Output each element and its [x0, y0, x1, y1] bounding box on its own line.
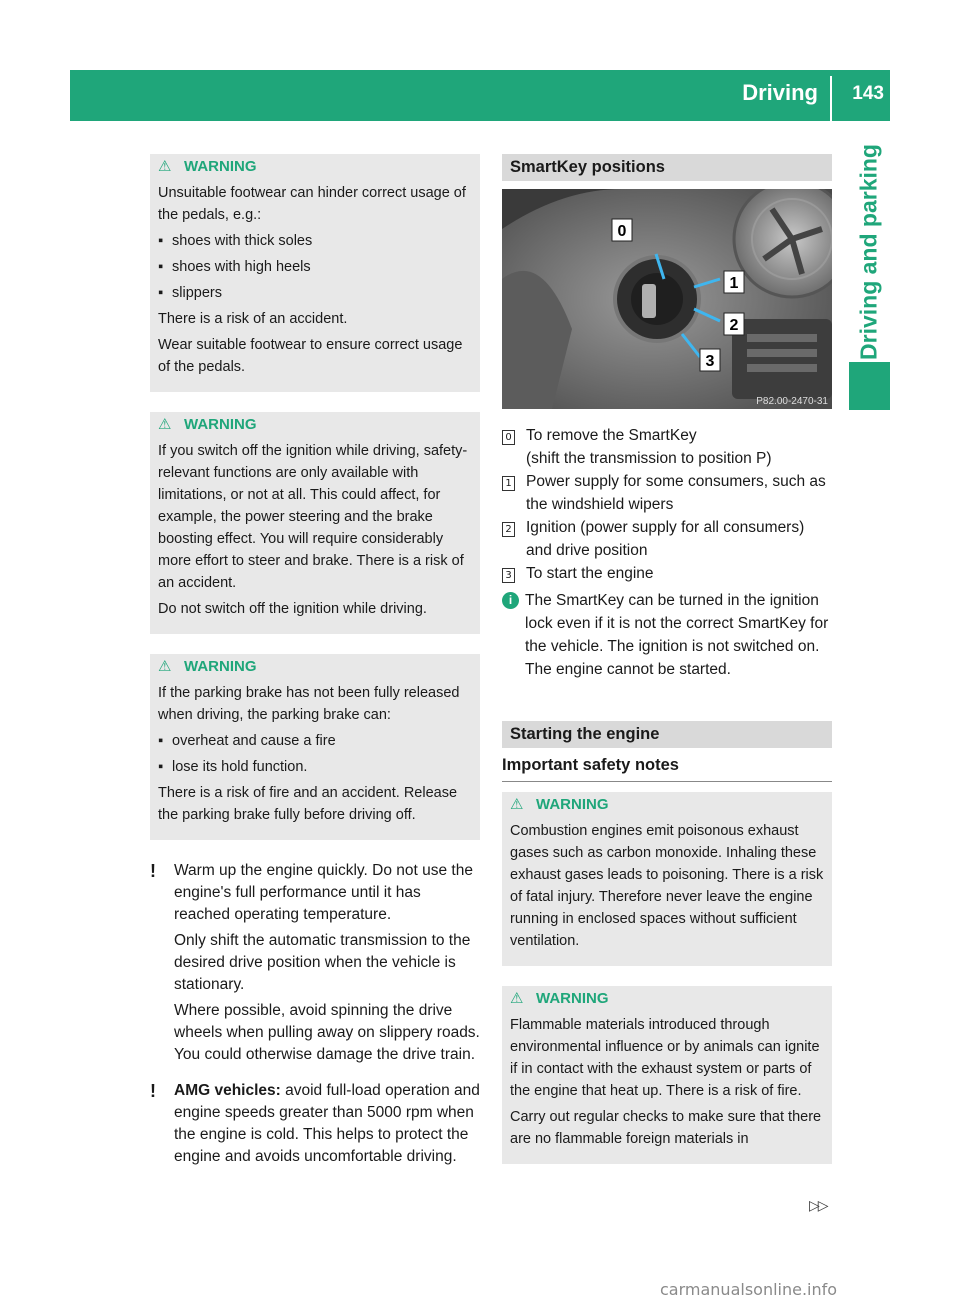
- section-heading-starting: Starting the engine: [502, 721, 832, 748]
- warning-heading: ⚠ WARNING: [158, 414, 472, 436]
- photo-label-2: 2: [729, 317, 739, 334]
- warning-heading: ⚠ WARNING: [510, 988, 824, 1010]
- position-item-2: 2 Ignition (power supply for all consumers) and drive position: [502, 516, 832, 562]
- exclamation-icon: !: [150, 861, 156, 881]
- note-text: Warm up the engine quickly. Do not use the engine's full performance until it has reached operating temperature.: [174, 862, 473, 923]
- info-note: [502, 589, 832, 681]
- warning-text: If the parking brake has not been fully released when driving, the parking brake can:: [158, 685, 460, 723]
- list-item: ▪ shoes with thick soles: [158, 230, 472, 252]
- warning-box-footwear: [150, 154, 480, 392]
- bullet-icon: ▪: [158, 759, 164, 775]
- list-item: ▪ lose its hold function.: [158, 756, 472, 778]
- photo-label-0: 0: [617, 223, 627, 240]
- side-tab: [848, 122, 890, 362]
- side-tab-label: Driving and parking: [855, 144, 882, 360]
- warning-triangle-icon: ⚠: [158, 658, 172, 675]
- warning-triangle-icon: ⚠: [158, 416, 172, 433]
- warning-heading: ⚠ WARNING: [158, 656, 472, 678]
- position-item-3: 3 To start the engine: [502, 562, 832, 585]
- left-column: [150, 154, 480, 1182]
- warning-text: Carry out regular checks to make sure that there are no flammable foreign materials in: [510, 1109, 822, 1147]
- list-item: ▪ slippers: [158, 282, 472, 304]
- caution-note-warm-up: [150, 860, 480, 1070]
- warning-text: There is a risk of an accident.: [158, 311, 348, 327]
- position-number-2: 2: [502, 522, 515, 537]
- photo-label-1: 1: [729, 275, 739, 292]
- warning-triangle-icon: ⚠: [510, 990, 524, 1007]
- list-item: ▪ shoes with high heels: [158, 256, 472, 278]
- page-number: 143: [852, 83, 884, 104]
- bullet-icon: ▪: [158, 259, 164, 275]
- bullet-icon: ▪: [158, 233, 164, 249]
- position-number-1: 1: [502, 476, 515, 491]
- section-title: Driving: [742, 80, 818, 105]
- bullet-icon: ▪: [158, 285, 164, 301]
- warning-text: Combustion engines emit poisonous exhaust gases such as carbon monoxide. Inhaling these exhaust gases leads to poisoning. There is a risk of fatal injury. Therefore never leave the engine running in enclosed spaces without sufficient ventilation.: [510, 823, 824, 949]
- warning-triangle-icon: ⚠: [510, 796, 524, 813]
- warning-triangle-icon: ⚠: [158, 158, 172, 175]
- warning-text: There is a risk of fire and an accident. Release the parking brake fully before driving off.: [158, 785, 458, 823]
- section-heading-smartkey: SmartKey positions: [502, 154, 832, 181]
- warning-box-flammable: [502, 986, 832, 1164]
- warning-text: Flammable materials introduced through environmental influence or by animals can ignite if in contact with the exhaust system or parts of the engine that heat up. There is a risk of fire.: [510, 1017, 820, 1099]
- warning-box-ignition: [150, 412, 480, 634]
- position-number-0: 0: [502, 430, 515, 445]
- note-text: AMG vehicles: avoid full-load operation and engine speeds greater than 5000 rpm when the engine is cold. This helps to protect the engine and avoids uncomfortable driving.: [174, 1082, 480, 1165]
- list-item: ▪ overheat and cause a fire: [158, 730, 472, 752]
- continue-arrows-icon: ▷▷: [809, 1197, 827, 1213]
- info-text: The SmartKey can be turned in the ignition lock even if it is not the correct SmartKey for the vehicle. The ignition is not switched on. The engine cannot be started.: [525, 592, 829, 678]
- right-column: [502, 154, 832, 1184]
- note-text: Where possible, avoid spinning the drive wheels when pulling away on slippery roads. You could otherwise damage the drive train.: [174, 1002, 480, 1063]
- position-item-0: 0 To remove the SmartKey (shift the transmission to position P): [502, 424, 832, 470]
- bullet-icon: ▪: [158, 733, 164, 749]
- ignition-lock-photo: [502, 189, 832, 409]
- position-number-3: 3: [502, 568, 515, 583]
- warning-text: If you switch off the ignition while driving, safety-relevant functions are only available with limitations, or not at all. This could affect, for example, the power steering and the brake boosting effect. You will require considerably more effort to steer and brake. There is a risk of an accident.: [158, 443, 468, 591]
- header-divider: [830, 76, 832, 121]
- warning-text: Wear suitable footwear to ensure correct usage of the pedals.: [158, 337, 463, 375]
- photo-code: P82.00-2470-31: [756, 396, 828, 407]
- warning-text: Unsuitable footwear can hinder correct usage of the pedals, e.g.:: [158, 185, 466, 223]
- photo-label-3: 3: [705, 353, 715, 370]
- side-tab-marker: [849, 362, 890, 410]
- warning-box-exhaust: [502, 792, 832, 966]
- warning-text: Do not switch off the ignition while driving.: [158, 601, 427, 617]
- warning-heading: ⚠ WARNING: [510, 794, 824, 816]
- caution-note-amg: [150, 1080, 480, 1172]
- warning-box-parking-brake: [150, 654, 480, 840]
- warning-heading: ⚠ WARNING: [158, 156, 472, 178]
- exclamation-icon: !: [150, 1081, 156, 1101]
- watermark: carmanualsonline.info: [660, 1280, 838, 1299]
- page-header-bar: [70, 70, 890, 121]
- subheading-safety: Important safety notes: [502, 756, 832, 782]
- note-text: Only shift the automatic transmission to the desired drive position when the vehicle is stationary.: [174, 932, 471, 993]
- info-icon: i: [502, 592, 519, 609]
- position-item-1: 1 Power supply for some consumers, such as the windshield wipers: [502, 470, 832, 516]
